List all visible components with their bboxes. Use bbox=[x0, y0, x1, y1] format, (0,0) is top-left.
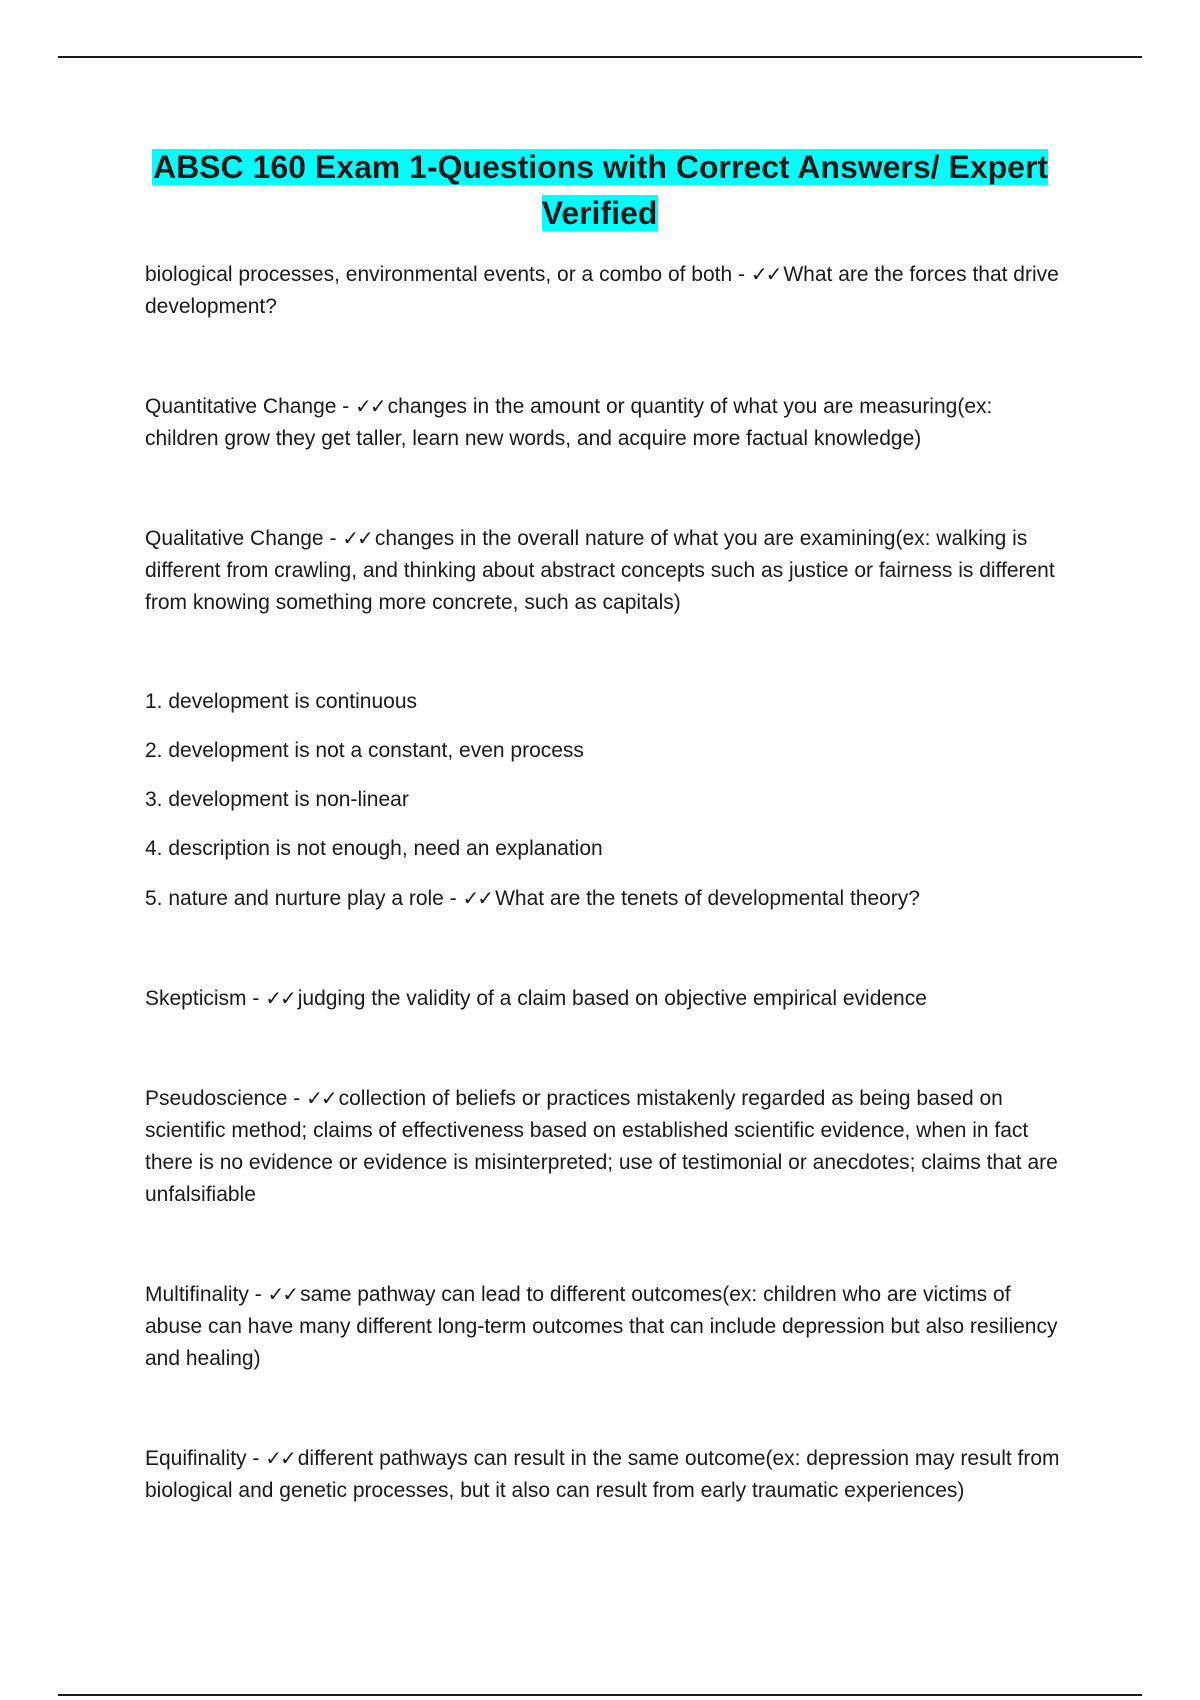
top-divider bbox=[58, 56, 1142, 58]
document-title bbox=[145, 144, 1055, 236]
double-check-icon: ✓✓ bbox=[265, 986, 295, 1010]
double-check-icon: ✓✓ bbox=[267, 1282, 298, 1306]
separator: - bbox=[246, 1447, 266, 1470]
separator: - bbox=[732, 263, 751, 286]
double-check-icon: ✓✓ bbox=[342, 526, 372, 550]
entry-definition: judging the validity of a claim based on objective empirical evidence bbox=[297, 987, 927, 1010]
double-check-icon: ✓✓ bbox=[306, 1086, 336, 1110]
entry-definition: same pathway can lead to different outcomes(ex: children who are victims of abuse can have many different long-term outcomes that can include depression but also resiliency and healing) bbox=[145, 1283, 1064, 1370]
double-check-icon: ✓✓ bbox=[265, 1446, 295, 1470]
double-check-icon: ✓✓ bbox=[750, 262, 781, 286]
flashcard-entry bbox=[145, 390, 1065, 455]
entry-term: Skepticism bbox=[145, 987, 247, 1010]
entry-definition: changes in the amount or quantity of what you are measuring(ex: children grow they get taller, learn new words, and acquire more factual knowledge) bbox=[145, 395, 999, 450]
tenet-item-last bbox=[145, 882, 1065, 915]
tenet-item: 3. development is non-linear bbox=[145, 788, 409, 811]
flashcard-entry bbox=[145, 522, 1065, 619]
entry-term: Multifinality bbox=[145, 1283, 249, 1306]
tenets-entry bbox=[145, 686, 1065, 915]
flashcard-entry bbox=[145, 1082, 1065, 1211]
entry-term: Pseudoscience bbox=[145, 1087, 288, 1110]
entry-term: Equifinality bbox=[145, 1447, 247, 1470]
entry-definition: What are the tenets of developmental theory? bbox=[495, 887, 920, 910]
entry-term: 5. nature and nurture play a role bbox=[145, 887, 444, 910]
flashcard-entry bbox=[145, 982, 1065, 1015]
entry-term: Quantitative Change bbox=[145, 395, 337, 418]
entry-definition: What are the forces that drive development? bbox=[145, 263, 1065, 318]
entry-term: biological processes, environmental events, or a combo of both bbox=[145, 263, 733, 286]
tenet-item: 1. development is continuous bbox=[145, 690, 418, 713]
separator: - bbox=[246, 987, 266, 1010]
separator: - bbox=[287, 1087, 307, 1110]
flashcard-entry bbox=[145, 258, 1065, 323]
flashcard-list bbox=[145, 258, 1065, 1574]
entry-definition: changes in the overall nature of what you are examining(ex: walking is different from crawling, and thinking about abstract concepts such as justice or fairness is different from knowing something more concrete, such as capitals) bbox=[145, 527, 1061, 614]
separator: - bbox=[248, 1283, 268, 1306]
flashcard-entry bbox=[145, 1442, 1065, 1507]
flashcard-entry bbox=[145, 1278, 1065, 1375]
separator: - bbox=[323, 527, 343, 550]
double-check-icon: ✓✓ bbox=[355, 394, 385, 418]
separator: - bbox=[336, 395, 356, 418]
double-check-icon: ✓✓ bbox=[462, 886, 493, 910]
entry-definition: collection of beliefs or practices mistakenly regarded as being based on scientific method; claims of effectiveness based on established scientific evidence, when in fact there is no evidence or evidence is misinterpreted; use of testimonial or anecdotes; claims that are unfalsifiable bbox=[145, 1087, 1064, 1206]
bottom-divider bbox=[58, 1694, 1142, 1696]
entry-term: Qualitative Change bbox=[145, 527, 324, 550]
tenet-item: 2. development is not a constant, even process bbox=[145, 739, 584, 762]
tenet-item: 4. description is not enough, need an explanation bbox=[145, 837, 603, 860]
entry-definition: different pathways can result in the same outcome(ex: depression may result from biological and genetic processes, but it also can result from early traumatic experiences) bbox=[145, 1447, 1066, 1502]
separator: - bbox=[443, 887, 463, 910]
title-highlight: ABSC 160 Exam 1-Questions with Correct Answers/ Expert Verified bbox=[152, 149, 1049, 231]
